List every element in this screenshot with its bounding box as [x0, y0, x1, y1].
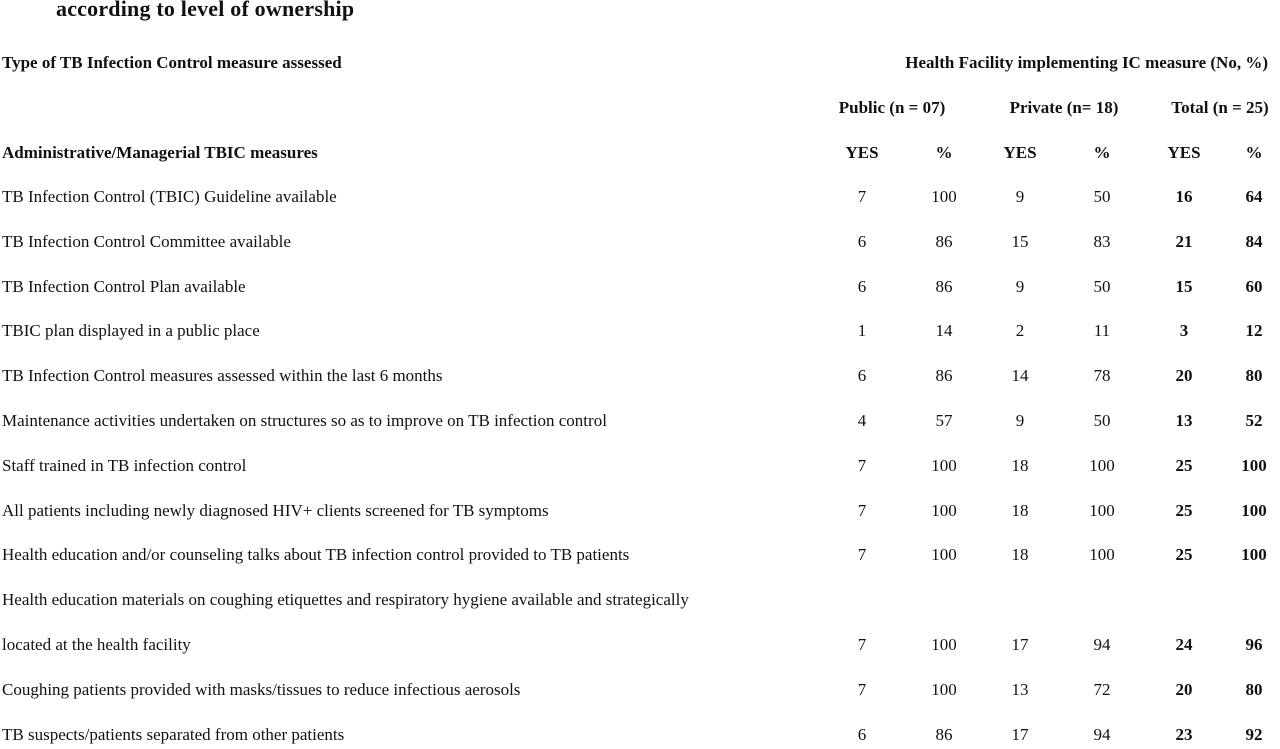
- table-row: [0, 545, 1280, 569]
- total-percent-cell: 80: [1245, 366, 1263, 385]
- private-yes-cell: 13: [1011, 680, 1029, 699]
- total-yes-cell: 3: [1179, 321, 1189, 340]
- total-percent-cell: 12: [1245, 321, 1263, 340]
- private-yes-cell: 18: [1011, 501, 1029, 520]
- total-percent-cell: 64: [1245, 187, 1263, 206]
- total-yes-cell: 13: [1175, 411, 1193, 430]
- public-percent-cell: 86: [935, 725, 953, 744]
- total-percent-cell: 100: [1241, 545, 1267, 564]
- total-percent-cell: 100: [1241, 501, 1267, 520]
- measure-label: TB Infection Control measures assessed within the last 6 months: [2, 366, 443, 385]
- public-percent-cell: 86: [935, 277, 953, 296]
- private-percent-cell: 72: [1093, 680, 1111, 699]
- measure-label: TB suspects/patients separated from other patients: [2, 725, 345, 744]
- private-yes-cell: 15: [1011, 232, 1029, 251]
- public-percent-header: %: [935, 143, 953, 162]
- total-percent-cell: 84: [1245, 232, 1263, 251]
- total-percent-cell: 92: [1245, 725, 1263, 744]
- table-row: [0, 456, 1280, 480]
- total-percent-cell: 100: [1241, 456, 1267, 475]
- total-group-header: Total (n = 25): [1171, 98, 1269, 117]
- table-row: [0, 501, 1280, 525]
- public-percent-cell: 100: [931, 187, 957, 206]
- total-yes-cell: 25: [1175, 501, 1193, 520]
- table-row: [0, 277, 1280, 301]
- measure-label: TBIC plan displayed in a public place: [2, 321, 260, 340]
- total-yes-cell: 25: [1175, 545, 1193, 564]
- measure-label: TB Infection Control Committee available: [2, 232, 291, 251]
- total-yes-cell: 15: [1175, 277, 1193, 296]
- public-yes-cell: 4: [857, 411, 867, 430]
- section-header-row: [0, 143, 1280, 167]
- public-percent-cell: 57: [935, 411, 953, 430]
- total-yes-cell: 20: [1175, 366, 1193, 385]
- public-yes-header: YES: [845, 143, 879, 162]
- table-row: [0, 411, 1280, 435]
- total-percent-header: %: [1245, 143, 1263, 162]
- private-percent-cell: 11: [1093, 321, 1111, 340]
- table-caption: according to level of ownership: [56, 0, 355, 21]
- measure-label: Coughing patients provided with masks/tissues to reduce infectious aerosols: [2, 680, 521, 699]
- public-group-header: Public (n = 07): [838, 98, 946, 117]
- public-yes-cell: 6: [857, 232, 867, 251]
- measure-label: All patients including newly diagnosed HIV+ clients screened for TB symptoms: [2, 501, 549, 520]
- public-percent-cell: 86: [935, 366, 953, 385]
- private-percent-cell: 100: [1089, 501, 1115, 520]
- measure-label: Staff trained in TB infection control: [2, 456, 247, 475]
- private-yes-cell: 17: [1011, 635, 1029, 654]
- private-percent-cell: 100: [1089, 456, 1115, 475]
- total-yes-header: YES: [1167, 143, 1201, 162]
- private-yes-cell: 18: [1011, 456, 1029, 475]
- public-percent-cell: 86: [935, 232, 953, 251]
- private-percent-cell: 78: [1093, 366, 1111, 385]
- measure-label: located at the health facility: [2, 635, 191, 654]
- private-yes-header: YES: [1003, 143, 1037, 162]
- public-percent-cell: 100: [931, 456, 957, 475]
- private-percent-cell: 94: [1093, 635, 1111, 654]
- public-percent-cell: 100: [931, 501, 957, 520]
- private-percent-cell: 50: [1093, 187, 1111, 206]
- private-percent-cell: 94: [1093, 725, 1111, 744]
- public-percent-cell: 14: [935, 321, 953, 340]
- table-row: [0, 680, 1280, 704]
- private-percent-header: %: [1093, 143, 1111, 162]
- private-yes-cell: 14: [1011, 366, 1029, 385]
- total-percent-cell: 52: [1245, 411, 1263, 430]
- public-yes-cell: 7: [857, 680, 867, 699]
- public-yes-cell: 7: [857, 545, 867, 564]
- public-yes-cell: 6: [857, 725, 867, 744]
- table-row: [0, 366, 1280, 390]
- private-percent-cell: 100: [1089, 545, 1115, 564]
- measure-label: Maintenance activities undertaken on structures so as to improve on TB infection control: [2, 411, 607, 430]
- measure-label: Health education and/or counseling talks about TB infection control provided to TB patients: [2, 545, 630, 564]
- public-yes-cell: 7: [857, 635, 867, 654]
- total-percent-cell: 60: [1245, 277, 1263, 296]
- measure-label: Health education materials on coughing etiquettes and respiratory hygiene available and strategically: [2, 590, 689, 609]
- private-percent-cell: 83: [1093, 232, 1111, 251]
- total-percent-cell: 80: [1245, 680, 1263, 699]
- private-yes-cell: 9: [1015, 411, 1025, 430]
- public-percent-cell: 100: [931, 545, 957, 564]
- private-yes-cell: 9: [1015, 187, 1025, 206]
- public-percent-cell: 100: [931, 680, 957, 699]
- total-yes-cell: 25: [1175, 456, 1193, 475]
- measure-label: TB Infection Control (TBIC) Guideline available: [2, 187, 337, 206]
- public-yes-cell: 7: [857, 187, 867, 206]
- measure-type-header: Type of TB Infection Control measure assessed: [2, 53, 342, 72]
- table-row: [0, 321, 1280, 345]
- private-yes-cell: 9: [1015, 277, 1025, 296]
- total-yes-cell: 23: [1175, 725, 1193, 744]
- private-yes-cell: 18: [1011, 545, 1029, 564]
- total-yes-cell: 24: [1175, 635, 1193, 654]
- table-row: [0, 232, 1280, 256]
- table-row: [0, 635, 1280, 659]
- public-yes-cell: 1: [857, 321, 867, 340]
- public-yes-cell: 7: [857, 501, 867, 520]
- public-yes-cell: 6: [857, 366, 867, 385]
- private-percent-cell: 50: [1093, 277, 1111, 296]
- public-yes-cell: 6: [857, 277, 867, 296]
- measure-label: TB Infection Control Plan available: [2, 277, 246, 296]
- private-yes-cell: 17: [1011, 725, 1029, 744]
- private-percent-cell: 50: [1093, 411, 1111, 430]
- total-yes-cell: 20: [1175, 680, 1193, 699]
- total-yes-cell: 21: [1175, 232, 1193, 251]
- section-label: Administrative/Managerial TBIC measures: [2, 143, 318, 162]
- total-percent-cell: 96: [1245, 635, 1263, 654]
- public-percent-cell: 100: [931, 635, 957, 654]
- table-row: [0, 187, 1280, 211]
- implementation-header: Health Facility implementing IC measure (No, %): [905, 53, 1268, 72]
- public-yes-cell: 7: [857, 456, 867, 475]
- table-row: [0, 725, 1280, 749]
- total-yes-cell: 16: [1175, 187, 1193, 206]
- table-row: [0, 590, 1280, 614]
- private-group-header: Private (n= 18): [1009, 98, 1119, 117]
- private-yes-cell: 2: [1015, 321, 1025, 340]
